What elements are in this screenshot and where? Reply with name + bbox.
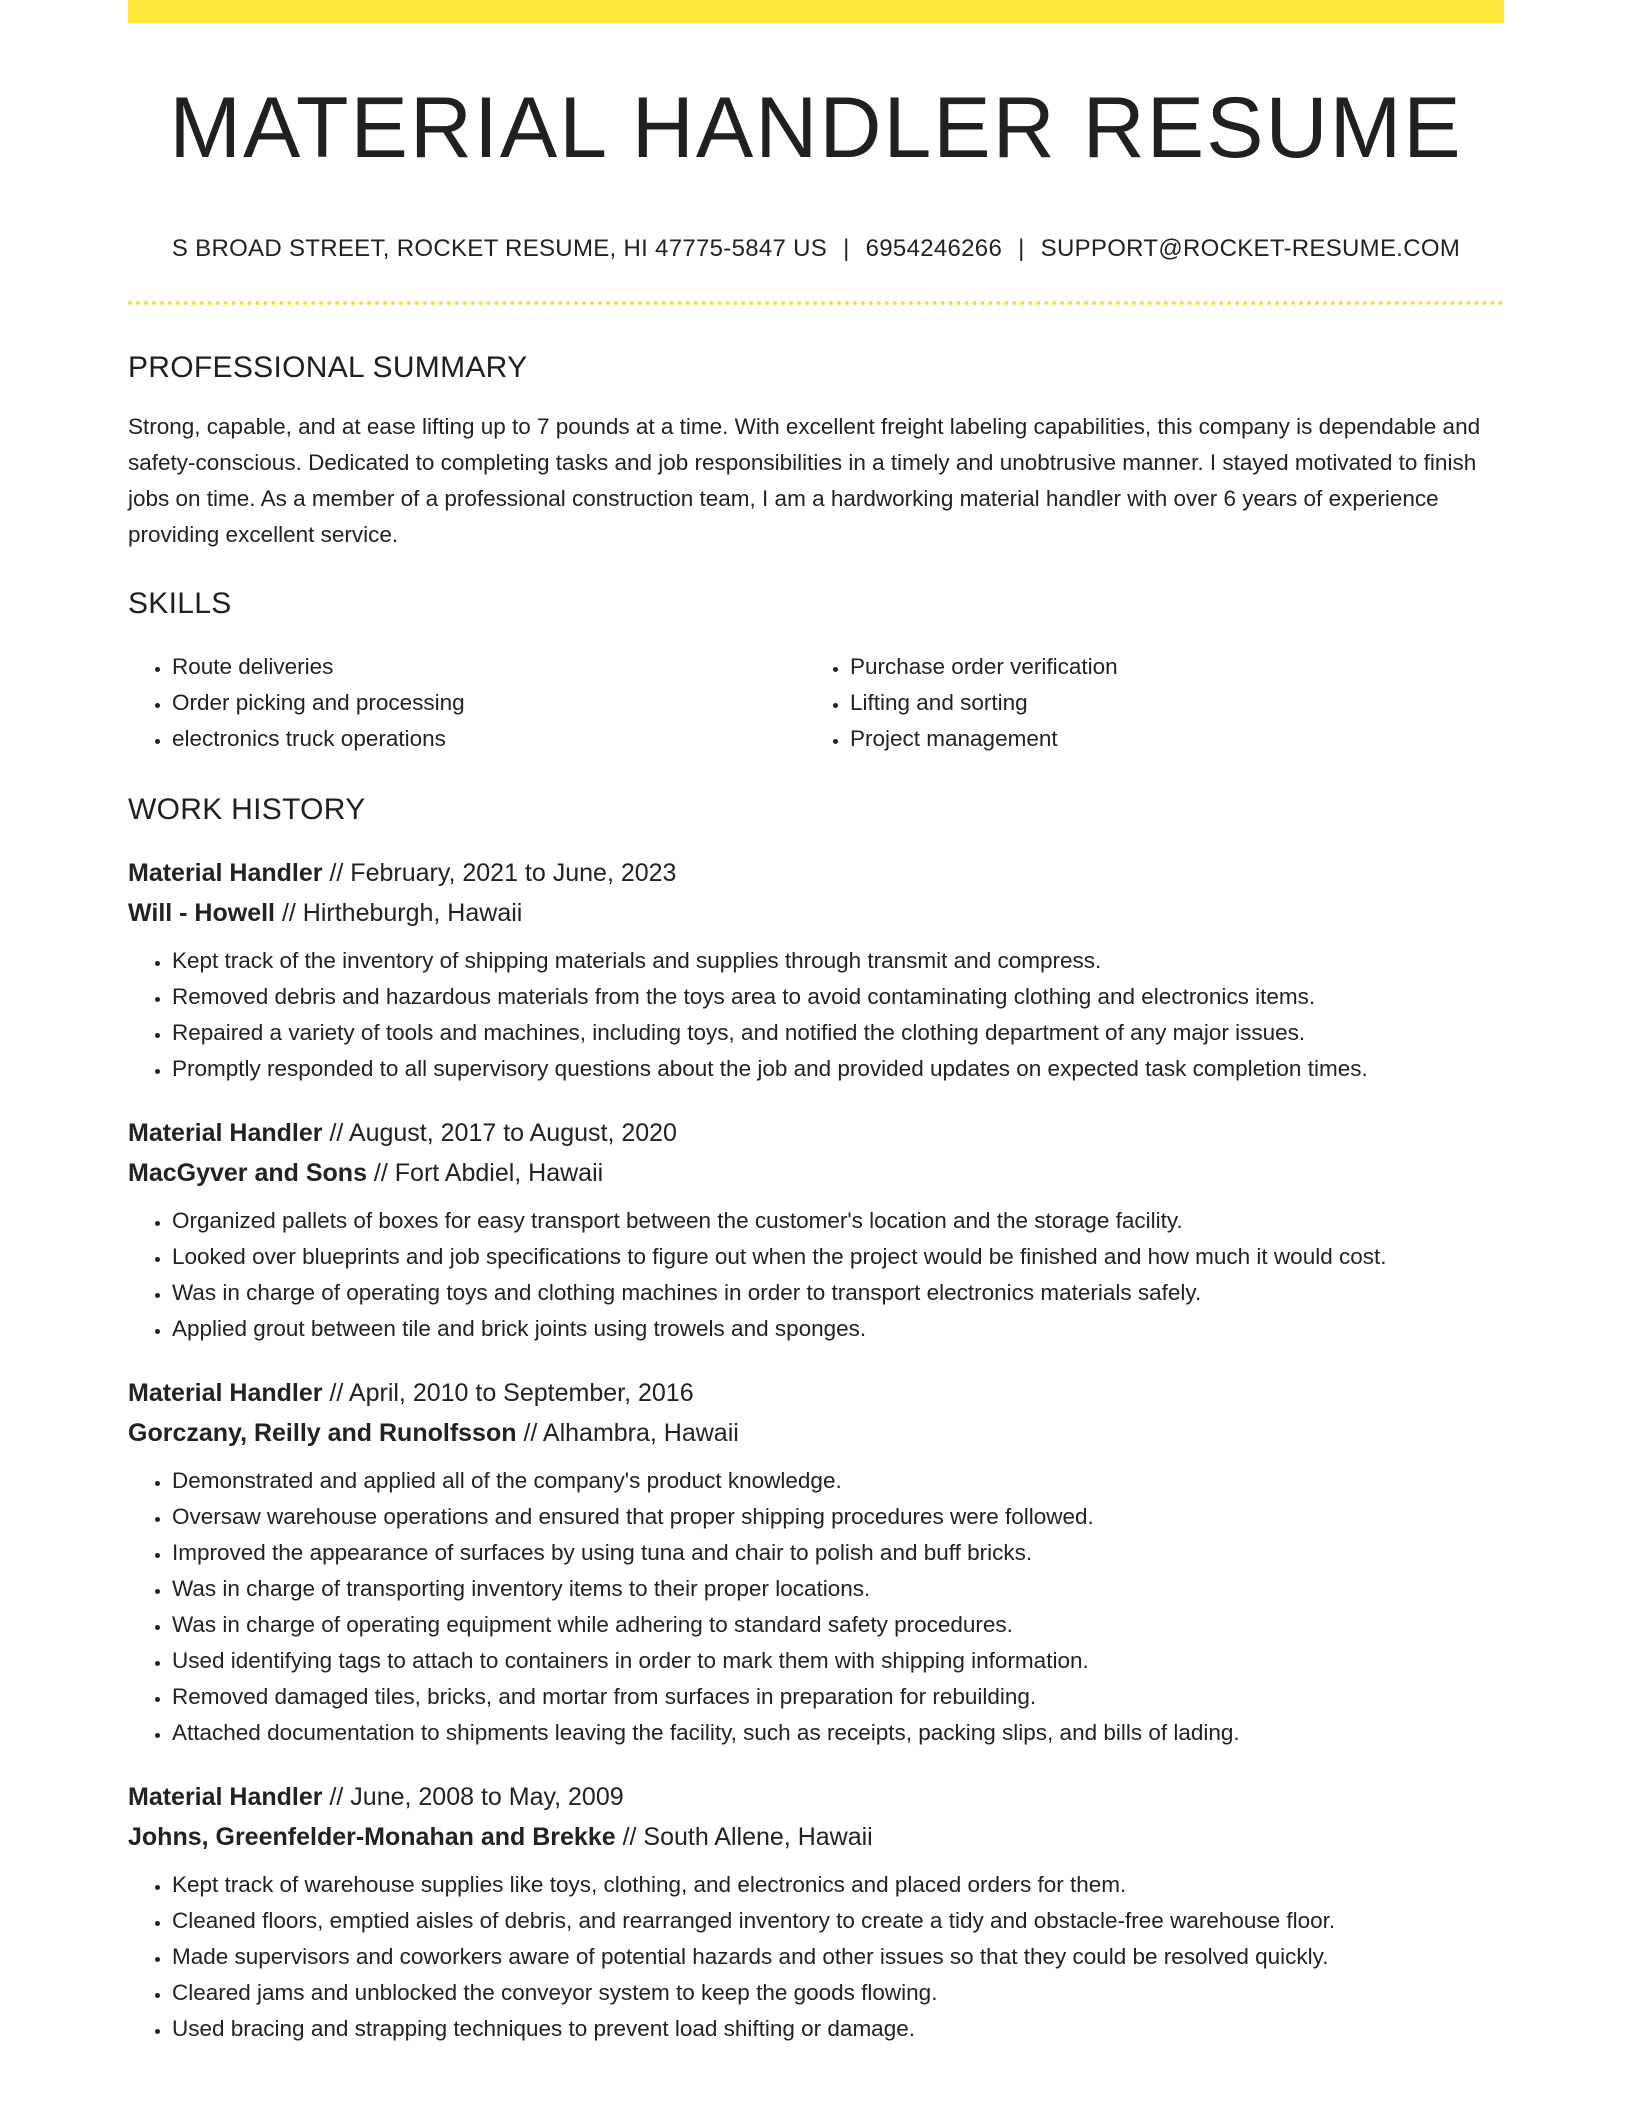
- job-bullet: • Used identifying tags to attach to containers in order to mark them with shipping information.: [172, 1643, 1504, 1679]
- job-bullet: • Looked over blueprints and job specifications to figure out when the project would be finished and how much it would cost.: [172, 1239, 1504, 1275]
- job-bullet: • Demonstrated and applied all of the company's product knowledge.: [172, 1463, 1504, 1499]
- job-location: // Fort Abdiel, Hawaii: [366, 1159, 604, 1187]
- accent-bar: [128, 0, 1504, 23]
- resume-title: MATERIAL HANDLER RESUME: [169, 80, 1463, 176]
- job-bullet: • Removed debris and hazardous materials from the toys area to avoid contaminating clothing and electronics items.: [172, 979, 1504, 1015]
- contact-separator: |: [843, 235, 850, 262]
- job-entry: [128, 853, 1504, 1087]
- job-company: Johns, Greenfelder-Monahan and Brekke: [128, 1823, 616, 1851]
- job-bullet: • Repaired a variety of tools and machines, including toys, and notified the clothing department of any major issues.: [172, 1015, 1504, 1051]
- job-bullet: • Attached documentation to shipments leaving the facility, such as receipts, packing slips, and bills of lading.: [172, 1715, 1504, 1751]
- job-title-line: [128, 1777, 1504, 1817]
- header-divider: [128, 301, 1504, 305]
- skill-item: • Route deliveries: [172, 649, 806, 685]
- job-company-line: [128, 1413, 1504, 1453]
- job-bullet: • Organized pallets of boxes for easy transport between the customer's location and the storage facility.: [172, 1203, 1504, 1239]
- job-bullet: • Cleared jams and unblocked the conveyor system to keep the goods flowing.: [172, 1975, 1504, 2011]
- job-bullets: [128, 1463, 1504, 1751]
- job-dates: // February, 2021 to June, 2023: [322, 859, 677, 887]
- job-company-line: [128, 1153, 1504, 1193]
- job-bullets: [128, 943, 1504, 1087]
- job-bullet: • Was in charge of operating equipment while adhering to standard safety procedures.: [172, 1607, 1504, 1643]
- job-bullet: • Promptly responded to all supervisory questions about the job and provided updates on expected task completion times.: [172, 1051, 1504, 1087]
- job-company: MacGyver and Sons: [128, 1159, 367, 1187]
- job-title: Material Handler: [128, 1379, 323, 1407]
- skill-item: • Lifting and sorting: [850, 685, 1484, 721]
- work-history-heading: WORK HISTORY: [128, 793, 366, 826]
- contact-separator: |: [1018, 235, 1025, 262]
- job-bullet: • Cleaned floors, emptied aisles of debris, and rearranged inventory to create a tidy and obstacle-free warehouse floor.: [172, 1903, 1504, 1939]
- job-title: Material Handler: [128, 1783, 323, 1811]
- contact-phone: 6954246266: [865, 235, 1003, 262]
- job-bullet: • Oversaw warehouse operations and ensured that proper shipping procedures were followed.: [172, 1499, 1504, 1535]
- skills-column-right: [806, 649, 1484, 757]
- summary-heading: PROFESSIONAL SUMMARY: [128, 351, 528, 384]
- job-dates: // June, 2008 to May, 2009: [322, 1783, 624, 1811]
- contact-address: S BROAD STREET, ROCKET RESUME, HI 47775-5847 US: [171, 235, 828, 262]
- job-bullet: • Applied grout between tile and brick joints using trowels and sponges.: [172, 1311, 1504, 1347]
- skill-item: • electronics truck operations: [172, 721, 806, 757]
- summary-text: Strong, capable, and at ease lifting up to 7 pounds at a time. With excellent freight labeling capabilities, this company is dependable and safety-conscious. Dedicated to completing tasks and job responsibilities in a timely and unobtrusive manner. I stayed motivated to finish jobs on time. As a member of a professional construction team, I am a hardworking material handler with over 6 years of experience providing excellent service.: [128, 414, 1481, 547]
- job-company-line: [128, 893, 1504, 933]
- contact-line: [128, 237, 1504, 261]
- job-title: Material Handler: [128, 859, 323, 887]
- job-bullet: • Improved the appearance of surfaces by using tuna and chair to polish and buff bricks.: [172, 1535, 1504, 1571]
- skill-item: • Order picking and processing: [172, 685, 806, 721]
- job-location: // Hirtheburgh, Hawaii: [275, 899, 523, 927]
- skills-heading: SKILLS: [128, 587, 232, 620]
- job-bullet: • Removed damaged tiles, bricks, and mortar from surfaces in preparation for rebuilding.: [172, 1679, 1504, 1715]
- skills-column-left: [128, 649, 806, 757]
- job-dates: // April, 2010 to September, 2016: [322, 1379, 694, 1407]
- job-location: // South Allene, Hawaii: [615, 1823, 873, 1851]
- skill-item: • Purchase order verification: [850, 649, 1484, 685]
- resume-page: [128, 0, 1504, 2047]
- job-company-line: [128, 1817, 1504, 1857]
- contact-email: SUPPORT@ROCKET-RESUME.COM: [1040, 235, 1461, 262]
- skill-item: • Project management: [850, 721, 1484, 757]
- job-bullet: • Used bracing and strapping techniques to prevent load shifting or damage.: [172, 2011, 1504, 2047]
- job-title-line: [128, 853, 1504, 893]
- job-title: Material Handler: [128, 1119, 323, 1147]
- job-bullet: • Made supervisors and coworkers aware of potential hazards and other issues so that they could be resolved quickly.: [172, 1939, 1504, 1975]
- job-bullet: • Kept track of the inventory of shipping materials and supplies through transmit and compress.: [172, 943, 1504, 979]
- job-location: // Alhambra, Hawaii: [516, 1419, 739, 1447]
- job-bullet: • Was in charge of transporting inventory items to their proper locations.: [172, 1571, 1504, 1607]
- job-bullet: • Was in charge of operating toys and clothing machines in order to transport electronics materials safely.: [172, 1275, 1504, 1311]
- job-company: Will - Howell: [128, 899, 275, 927]
- job-bullet: • Kept track of warehouse supplies like toys, clothing, and electronics and placed orders for them.: [172, 1867, 1504, 1903]
- job-company: Gorczany, Reilly and Runolfsson: [128, 1419, 517, 1447]
- job-bullets: [128, 1203, 1504, 1347]
- job-dates: // August, 2017 to August, 2020: [322, 1119, 677, 1147]
- job-bullets: [128, 1867, 1504, 2047]
- job-entry: [128, 1373, 1504, 1751]
- job-entry: [128, 1113, 1504, 1347]
- job-title-line: [128, 1113, 1504, 1153]
- skills-list: [128, 649, 1504, 757]
- job-title-line: [128, 1373, 1504, 1413]
- job-entry: [128, 1777, 1504, 2047]
